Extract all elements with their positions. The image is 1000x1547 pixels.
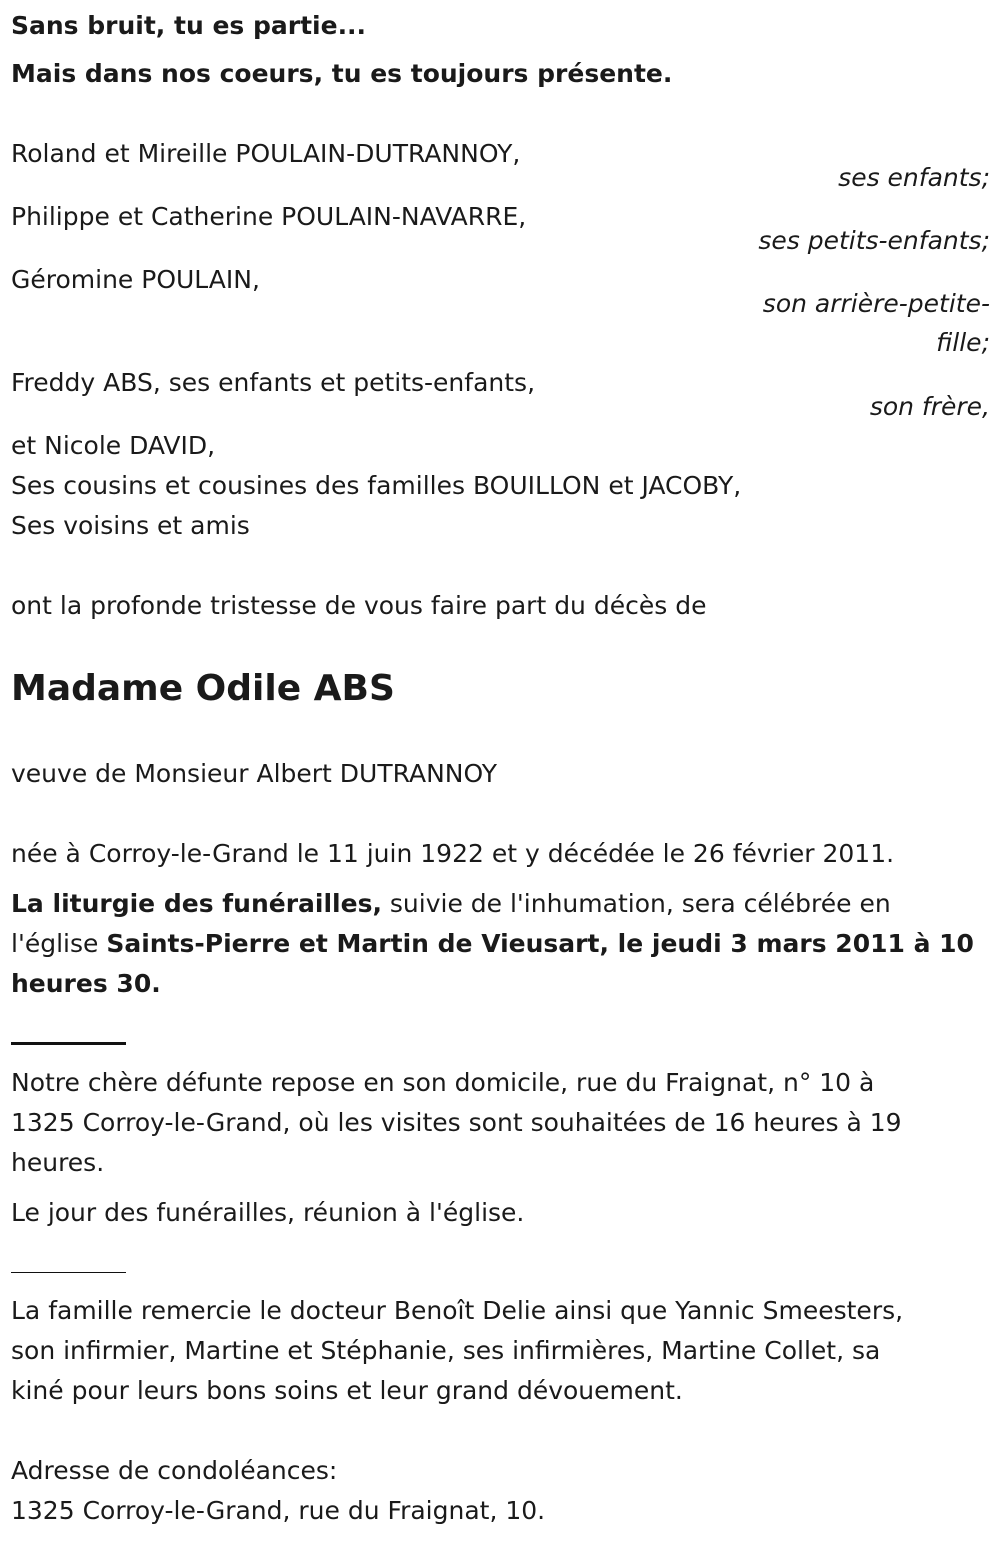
epigraph-line-2: Mais dans nos coeurs, tu es toujours présente. bbox=[11, 59, 673, 88]
family-relation-2: ses petits-enfants; bbox=[758, 226, 990, 255]
deceased-name: Madame Odile ABS bbox=[11, 668, 395, 709]
epigraph-line-1: Sans bruit, tu es partie... bbox=[11, 11, 367, 40]
other-line-2: Ses cousins et cousines des familles BOUILLON et JACOBY, bbox=[11, 471, 742, 500]
birth-death-line: née à Corroy-le-Grand le 11 juin 1922 et y décédée le 26 février 2011. bbox=[11, 839, 895, 868]
family-name-4: Freddy ABS, ses enfants et petits-enfants, bbox=[11, 368, 536, 397]
thanks-line-3: kiné pour leurs bons soins et leur grand dévouement. bbox=[11, 1376, 683, 1405]
liturgy-text-2: l'église bbox=[11, 929, 107, 958]
visits-line-1: Notre chère défunte repose en son domicile, rue du Fraignat, n° 10 à bbox=[11, 1068, 875, 1097]
thanks-line-2: son infirmier, Martine et Stéphanie, ses infirmières, Martine Collet, sa bbox=[11, 1336, 881, 1365]
condolences-label: Adresse de condoléances: bbox=[11, 1456, 338, 1485]
condolences-address: 1325 Corroy-le-Grand, rue du Fraignat, 10. bbox=[11, 1496, 546, 1525]
visits-line-2: 1325 Corroy-le-Grand, où les visites sont souhaitées de 16 heures à 19 bbox=[11, 1108, 902, 1137]
family-name-3: Géromine POULAIN, bbox=[11, 265, 260, 294]
liturgy-text-1: suivie de l'inhumation, sera célébrée en bbox=[381, 889, 891, 918]
liturgy-line-3: heures 30. bbox=[11, 969, 161, 998]
separator-rule-2 bbox=[11, 1272, 126, 1273]
family-relation-1: ses enfants; bbox=[838, 163, 990, 192]
family-relation-3b: fille; bbox=[936, 328, 990, 357]
liturgy-line-2 bbox=[11, 924, 974, 964]
other-line-3: Ses voisins et amis bbox=[11, 511, 250, 540]
family-relation-3a: son arrière-petite- bbox=[762, 289, 990, 318]
meeting-line: Le jour des funérailles, réunion à l'église. bbox=[11, 1198, 525, 1227]
visits-line-3: heures. bbox=[11, 1148, 105, 1177]
announcement: ont la profonde tristesse de vous faire part du décès de bbox=[11, 591, 707, 620]
family-name-2: Philippe et Catherine POULAIN-NAVARRE, bbox=[11, 202, 527, 231]
liturgy-bold-2: Saints-Pierre et Martin de Vieusart, le jeudi 3 mars 2011 à 10 bbox=[106, 929, 974, 958]
liturgy-bold-1: La liturgie des funérailles, bbox=[11, 889, 382, 918]
other-line-1: et Nicole DAVID, bbox=[11, 431, 216, 460]
family-relation-4: son frère, bbox=[869, 392, 990, 421]
separator-rule-1 bbox=[11, 1042, 126, 1045]
thanks-line-1: La famille remercie le docteur Benoît Delie ainsi que Yannic Smeesters, bbox=[11, 1296, 904, 1325]
widow-line: veuve de Monsieur Albert DUTRANNOY bbox=[11, 759, 498, 788]
family-name-1: Roland et Mireille POULAIN-DUTRANNOY, bbox=[11, 139, 521, 168]
liturgy-line-1 bbox=[11, 884, 891, 924]
